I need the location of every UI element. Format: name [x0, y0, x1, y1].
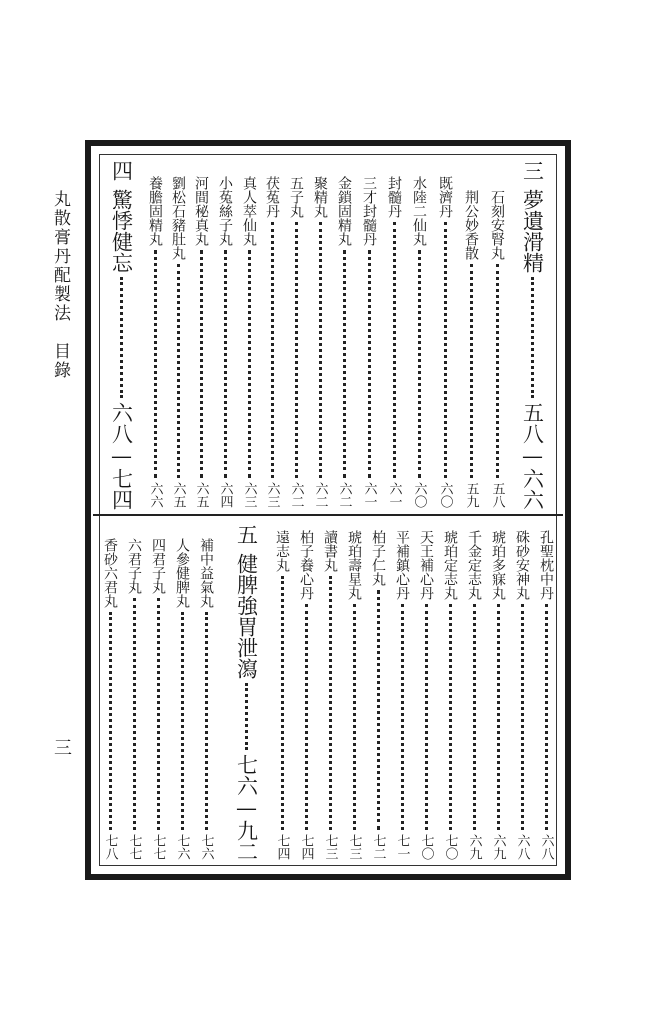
toc-entry — [297, 530, 315, 860]
entry-name: 三才封髓丹 — [361, 176, 377, 246]
toc-entry — [240, 176, 258, 508]
entry-name: 遠志丸 — [274, 530, 290, 572]
leader-dots — [343, 250, 346, 478]
section-pages: 五八—六六 — [520, 402, 545, 510]
leader-dots — [133, 598, 136, 830]
entry-name: 讀書丸 — [322, 530, 338, 572]
entry-page: 六四 — [217, 482, 233, 508]
entry-name: 琥珀多寐丸 — [490, 530, 506, 600]
entry-page: 六〇 — [437, 482, 453, 508]
toc-entry — [216, 176, 234, 508]
entry-page: 六二 — [312, 482, 328, 508]
toc-entry — [192, 176, 210, 508]
leader-dots — [521, 604, 524, 830]
entry-name: 琥珀壽星丸 — [346, 530, 362, 600]
section-title: 健脾強胃泄瀉 — [234, 553, 259, 679]
leader-dots — [224, 250, 227, 478]
entry-name: 封髓丹 — [386, 176, 402, 218]
section-title: 驚悸健忘 — [109, 189, 134, 273]
entry-name: 琥珀定志丸 — [442, 530, 458, 600]
entry-page: 七四 — [274, 834, 290, 860]
entry-name: 水陸二仙丸 — [411, 176, 427, 246]
entry-name: 六君子丸 — [126, 538, 142, 594]
entry-name: 小菟絲子丸 — [217, 176, 233, 246]
section-heading — [233, 524, 259, 862]
entry-name: 補中益氣丸 — [198, 538, 214, 608]
entry-page: 七七 — [126, 834, 142, 860]
section-number: 五 — [234, 524, 259, 545]
toc-entry — [489, 530, 507, 860]
entry-page: 六二 — [336, 482, 352, 508]
entry-name: 五子丸 — [288, 176, 304, 218]
toc-entry — [101, 538, 119, 860]
entry-name: 平補鎮心丹 — [394, 530, 410, 600]
toc-entry — [169, 176, 187, 508]
leader-dots — [305, 604, 308, 830]
entry-page: 六五 — [170, 482, 186, 508]
toc-entry — [197, 538, 215, 860]
leader-dots — [425, 604, 428, 830]
leader-dots — [545, 604, 548, 830]
toc-entry — [149, 538, 167, 860]
toc-entry — [263, 176, 281, 508]
leader-dots — [497, 604, 500, 830]
section-heading — [519, 160, 545, 510]
entry-name: 四君子丸 — [150, 538, 166, 594]
section-title: 夢遺滑精 — [520, 189, 545, 273]
entry-page: 六五 — [193, 482, 209, 508]
entry-page: 六八 — [538, 834, 554, 860]
page-number: 三 — [51, 738, 72, 756]
entry-page: 七二 — [370, 834, 386, 860]
entry-page: 七八 — [102, 834, 118, 860]
entry-page: 七三 — [346, 834, 362, 860]
toc-entry — [273, 530, 291, 860]
toc-entry — [513, 530, 531, 860]
entry-name: 既濟丹 — [437, 176, 453, 218]
entry-page: 六〇 — [411, 482, 427, 508]
entry-name: 孔聖枕中丹 — [538, 530, 554, 600]
entry-page: 六一 — [386, 482, 402, 508]
toc-entry — [173, 538, 191, 860]
toc-entry — [385, 176, 403, 508]
section-heading — [108, 160, 134, 510]
entry-name: 真人萃仙丸 — [241, 176, 257, 246]
entry-page: 七六 — [198, 834, 214, 860]
entry-name: 石刻安腎丸 — [489, 190, 505, 260]
entry-name: 硃砂安神丸 — [514, 530, 530, 600]
entry-name: 河間秘真丸 — [193, 176, 209, 246]
section-number: 三 — [520, 160, 545, 181]
entry-page: 七三 — [322, 834, 338, 860]
entry-name: 金鎖固精丸 — [336, 176, 352, 246]
entry-name: 荆公妙香散 — [463, 190, 479, 260]
leader-dots — [205, 612, 208, 830]
toc-entry — [125, 538, 143, 860]
section-number: 四 — [109, 160, 134, 181]
leader-dots — [353, 604, 356, 830]
leader-dots — [271, 222, 274, 478]
entry-name: 柏子仁丸 — [370, 530, 386, 586]
leader-dots — [200, 250, 203, 478]
entry-page: 六三 — [241, 482, 257, 508]
leader-dots — [177, 264, 180, 478]
leader-dots — [496, 264, 499, 478]
leader-dots — [449, 604, 452, 830]
leader-dots — [109, 612, 112, 830]
toc-entry — [146, 176, 164, 508]
entry-page: 七一 — [394, 834, 410, 860]
toc-entry — [488, 190, 506, 508]
leader-dots — [368, 250, 371, 478]
leader-dots — [377, 590, 380, 830]
entry-name: 養膽固精丸 — [147, 176, 163, 246]
toc-entry — [436, 176, 454, 508]
toc-entry — [410, 176, 428, 508]
entry-page: 五九 — [463, 482, 479, 508]
leader-dots — [329, 576, 332, 830]
entry-page: 六二 — [288, 482, 304, 508]
section-pages: 七六—九二 — [234, 754, 259, 862]
entry-page: 七〇 — [442, 834, 458, 860]
leader-dots — [157, 598, 160, 830]
toc-entry — [465, 530, 483, 860]
entry-page: 五八 — [489, 482, 505, 508]
margin-title: 丸散膏丹配製法 目錄 — [50, 190, 70, 380]
leader-dots — [154, 250, 157, 478]
entry-page: 六一 — [361, 482, 377, 508]
entry-page: 六九 — [490, 834, 506, 860]
entry-name: 香砂六君丸 — [102, 538, 118, 608]
leader-dots — [444, 222, 447, 478]
toc-entry — [345, 530, 363, 860]
leader-dots — [319, 222, 322, 478]
leader-dots — [281, 576, 284, 830]
toc-entry — [369, 530, 387, 860]
entry-page: 六九 — [466, 834, 482, 860]
entry-page: 七七 — [150, 834, 166, 860]
leader-dots — [393, 222, 396, 478]
leader-dots — [248, 250, 251, 478]
toc-entry — [360, 176, 378, 508]
entry-page: 六八 — [514, 834, 530, 860]
entry-name: 千金定志丸 — [466, 530, 482, 600]
leader-dots — [470, 264, 473, 478]
toc-entry — [321, 530, 339, 860]
half-divider — [93, 514, 563, 516]
leader-dots — [401, 604, 404, 830]
toc-entry — [537, 530, 555, 860]
entry-name: 柏子養心丹 — [298, 530, 314, 600]
leader-dots — [181, 612, 184, 830]
toc-entry — [311, 176, 329, 508]
leader-dots — [245, 683, 248, 750]
leader-dots — [531, 277, 534, 398]
entry-page: 七四 — [298, 834, 314, 860]
toc-entry — [462, 190, 480, 508]
toc-entry — [441, 530, 459, 860]
entry-name: 劉松石豬肚丸 — [170, 176, 186, 260]
entry-page: 六三 — [264, 482, 280, 508]
entry-name: 人參健脾丸 — [174, 538, 190, 608]
entry-name: 天王補心丹 — [418, 530, 434, 600]
section-pages: 六八—七四 — [109, 402, 134, 510]
entry-name: 聚精丸 — [312, 176, 328, 218]
entry-page: 七六 — [174, 834, 190, 860]
leader-dots — [120, 277, 123, 398]
leader-dots — [473, 604, 476, 830]
toc-entry — [287, 176, 305, 508]
leader-dots — [418, 250, 421, 478]
toc-entry — [417, 530, 435, 860]
leader-dots — [295, 222, 298, 478]
entry-page: 七〇 — [418, 834, 434, 860]
entry-name: 茯菟丹 — [264, 176, 280, 218]
toc-entry — [393, 530, 411, 860]
entry-page: 六六 — [147, 482, 163, 508]
toc-entry — [335, 176, 353, 508]
